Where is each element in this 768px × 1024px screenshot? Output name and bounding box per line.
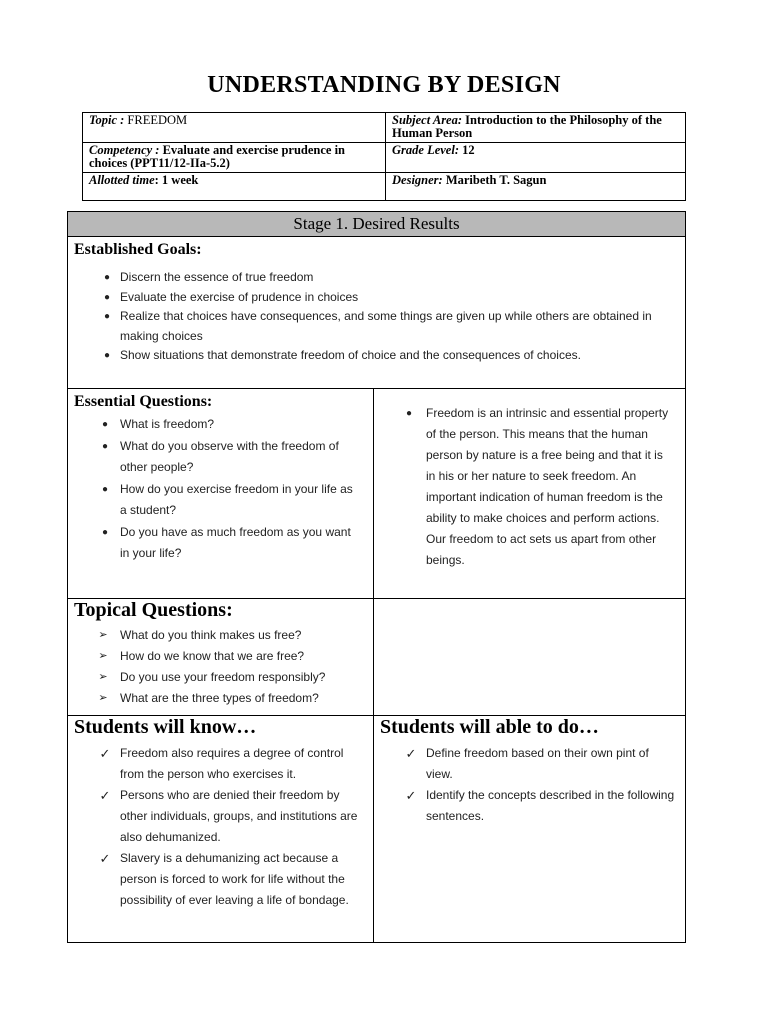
bullet-icon: ●: [101, 484, 109, 495]
checkmark-icon: ✓: [99, 788, 111, 803]
list-item: ● How do you exercise freedom in your life as a student?: [68, 479, 359, 521]
goals-heading: Established Goals:: [74, 241, 202, 258]
list-item: ➢ What do you think makes us free?: [68, 625, 363, 646]
goals-list: [68, 259, 685, 375]
list-item: ● Freedom is an intrinsic and essential property of the person. This means that the human person by nature is a free being and that it is in his or her nature to seek freedom. An important indication of human freedom is the ability to make choices and perform actions. Our freedom to act sets us apart from other beings.: [374, 403, 675, 571]
arrow-bullet-icon: ➢: [98, 629, 108, 641]
competency-cell: [83, 143, 386, 173]
document-title: UNDERSTANDING BY DESIGN: [207, 72, 561, 98]
time-value: : 1 week: [154, 173, 199, 187]
students-do-list: [374, 739, 685, 831]
list-item: ● Show situations that demonstrate freedom of choice and the consequences of choices.: [68, 346, 675, 366]
designer-label: Designer:: [392, 173, 443, 187]
arrow-bullet-icon: ➢: [98, 671, 108, 683]
list-item: ✓ Persons who are denied their freedom by other individuals, groups, and institutions are also dehumanized.: [68, 785, 363, 848]
list-item: ● What is freedom?: [68, 414, 359, 435]
list-item: ➢ What are the three types of freedom?: [68, 688, 363, 709]
essential-answer-cell: [374, 389, 686, 599]
subject-value: Introduction to the Philosophy of the Human Person: [392, 113, 662, 140]
competency-value: Evaluate and exercise prudence in choices (PPT11/12-IIa-5.2): [89, 143, 345, 170]
list-item: ✓ Slavery is a dehumanizing act because a person is forced to work for life without the possibility of ever leaving a life of bondage.: [68, 848, 363, 911]
essential-questions-heading: Essential Questions:: [74, 393, 213, 410]
bullet-icon: ●: [103, 291, 111, 303]
bullet-icon: ●: [103, 311, 111, 322]
grade-cell: [386, 143, 686, 173]
subject-label: Subject Area:: [392, 113, 463, 127]
goals-cell: [68, 237, 686, 389]
list-item: ➢ How do we know that we are free?: [68, 646, 363, 667]
list-item: ● Do you have as much freedom as you want in your life?: [68, 522, 359, 564]
essential-answer-list: [374, 389, 685, 571]
students-know-cell: [68, 716, 374, 943]
list-item: ➢ Do you use your freedom responsibly?: [68, 667, 363, 688]
bullet-icon: ●: [103, 350, 111, 361]
topical-questions-heading: Topical Questions:: [74, 599, 233, 621]
stage1-heading: Stage 1. Desired Results: [68, 212, 686, 237]
list-item: ● What do you observe with the freedom of other people?: [68, 436, 359, 478]
grade-value: 12: [462, 143, 475, 157]
grade-label: Grade Level:: [392, 143, 459, 157]
bullet-icon: ●: [101, 527, 109, 538]
list-item: ✓ Freedom also requires a degree of control from the person who exercises it.: [68, 743, 363, 785]
topical-empty-cell: [374, 599, 686, 716]
essential-questions-list: [68, 411, 373, 571]
list-item: ● Evaluate the exercise of prudence in choices: [68, 288, 675, 308]
time-label: Allotted time: [89, 173, 155, 187]
bullet-icon: ●: [405, 408, 413, 419]
bullet-icon: ●: [101, 441, 109, 452]
checkmark-icon: ✓: [99, 746, 111, 761]
checkmark-icon: ✓: [405, 746, 417, 761]
arrow-bullet-icon: ➢: [98, 692, 108, 704]
bullet-icon: ●: [103, 272, 111, 283]
topical-questions-cell: [68, 599, 374, 716]
subject-cell: [386, 113, 686, 143]
list-item: ● Realize that choices have consequences, and some things are given up while others are obtained in making choices: [68, 307, 675, 346]
designer-value: Maribeth T. Sagun: [445, 173, 547, 187]
students-do-cell: [374, 716, 686, 943]
students-know-list: [68, 739, 373, 915]
topic-label: Topic :: [89, 113, 125, 127]
topic-value: FREEDOM: [127, 113, 188, 127]
checkmark-icon: ✓: [99, 851, 111, 866]
essential-questions-cell: [68, 389, 374, 599]
competency-label: Competency :: [89, 143, 160, 157]
list-item: ● Discern the essence of true freedom: [68, 268, 675, 288]
list-item: ✓ Define freedom based on their own pint of view.: [374, 743, 675, 785]
arrow-bullet-icon: ➢: [98, 650, 108, 662]
checkmark-icon: ✓: [405, 788, 417, 803]
time-cell: [83, 173, 386, 201]
list-item: ✓ Identify the concepts described in the following sentences.: [374, 785, 675, 827]
designer-cell: [386, 173, 686, 201]
topic-cell: [83, 113, 386, 143]
students-do-heading: Students will able to do…: [380, 716, 599, 738]
students-know-heading: Students will know…: [74, 716, 257, 738]
info-table: [82, 112, 686, 201]
bullet-icon: ●: [101, 419, 109, 430]
topical-questions-list: [68, 622, 373, 713]
stage1-table: [67, 211, 686, 943]
